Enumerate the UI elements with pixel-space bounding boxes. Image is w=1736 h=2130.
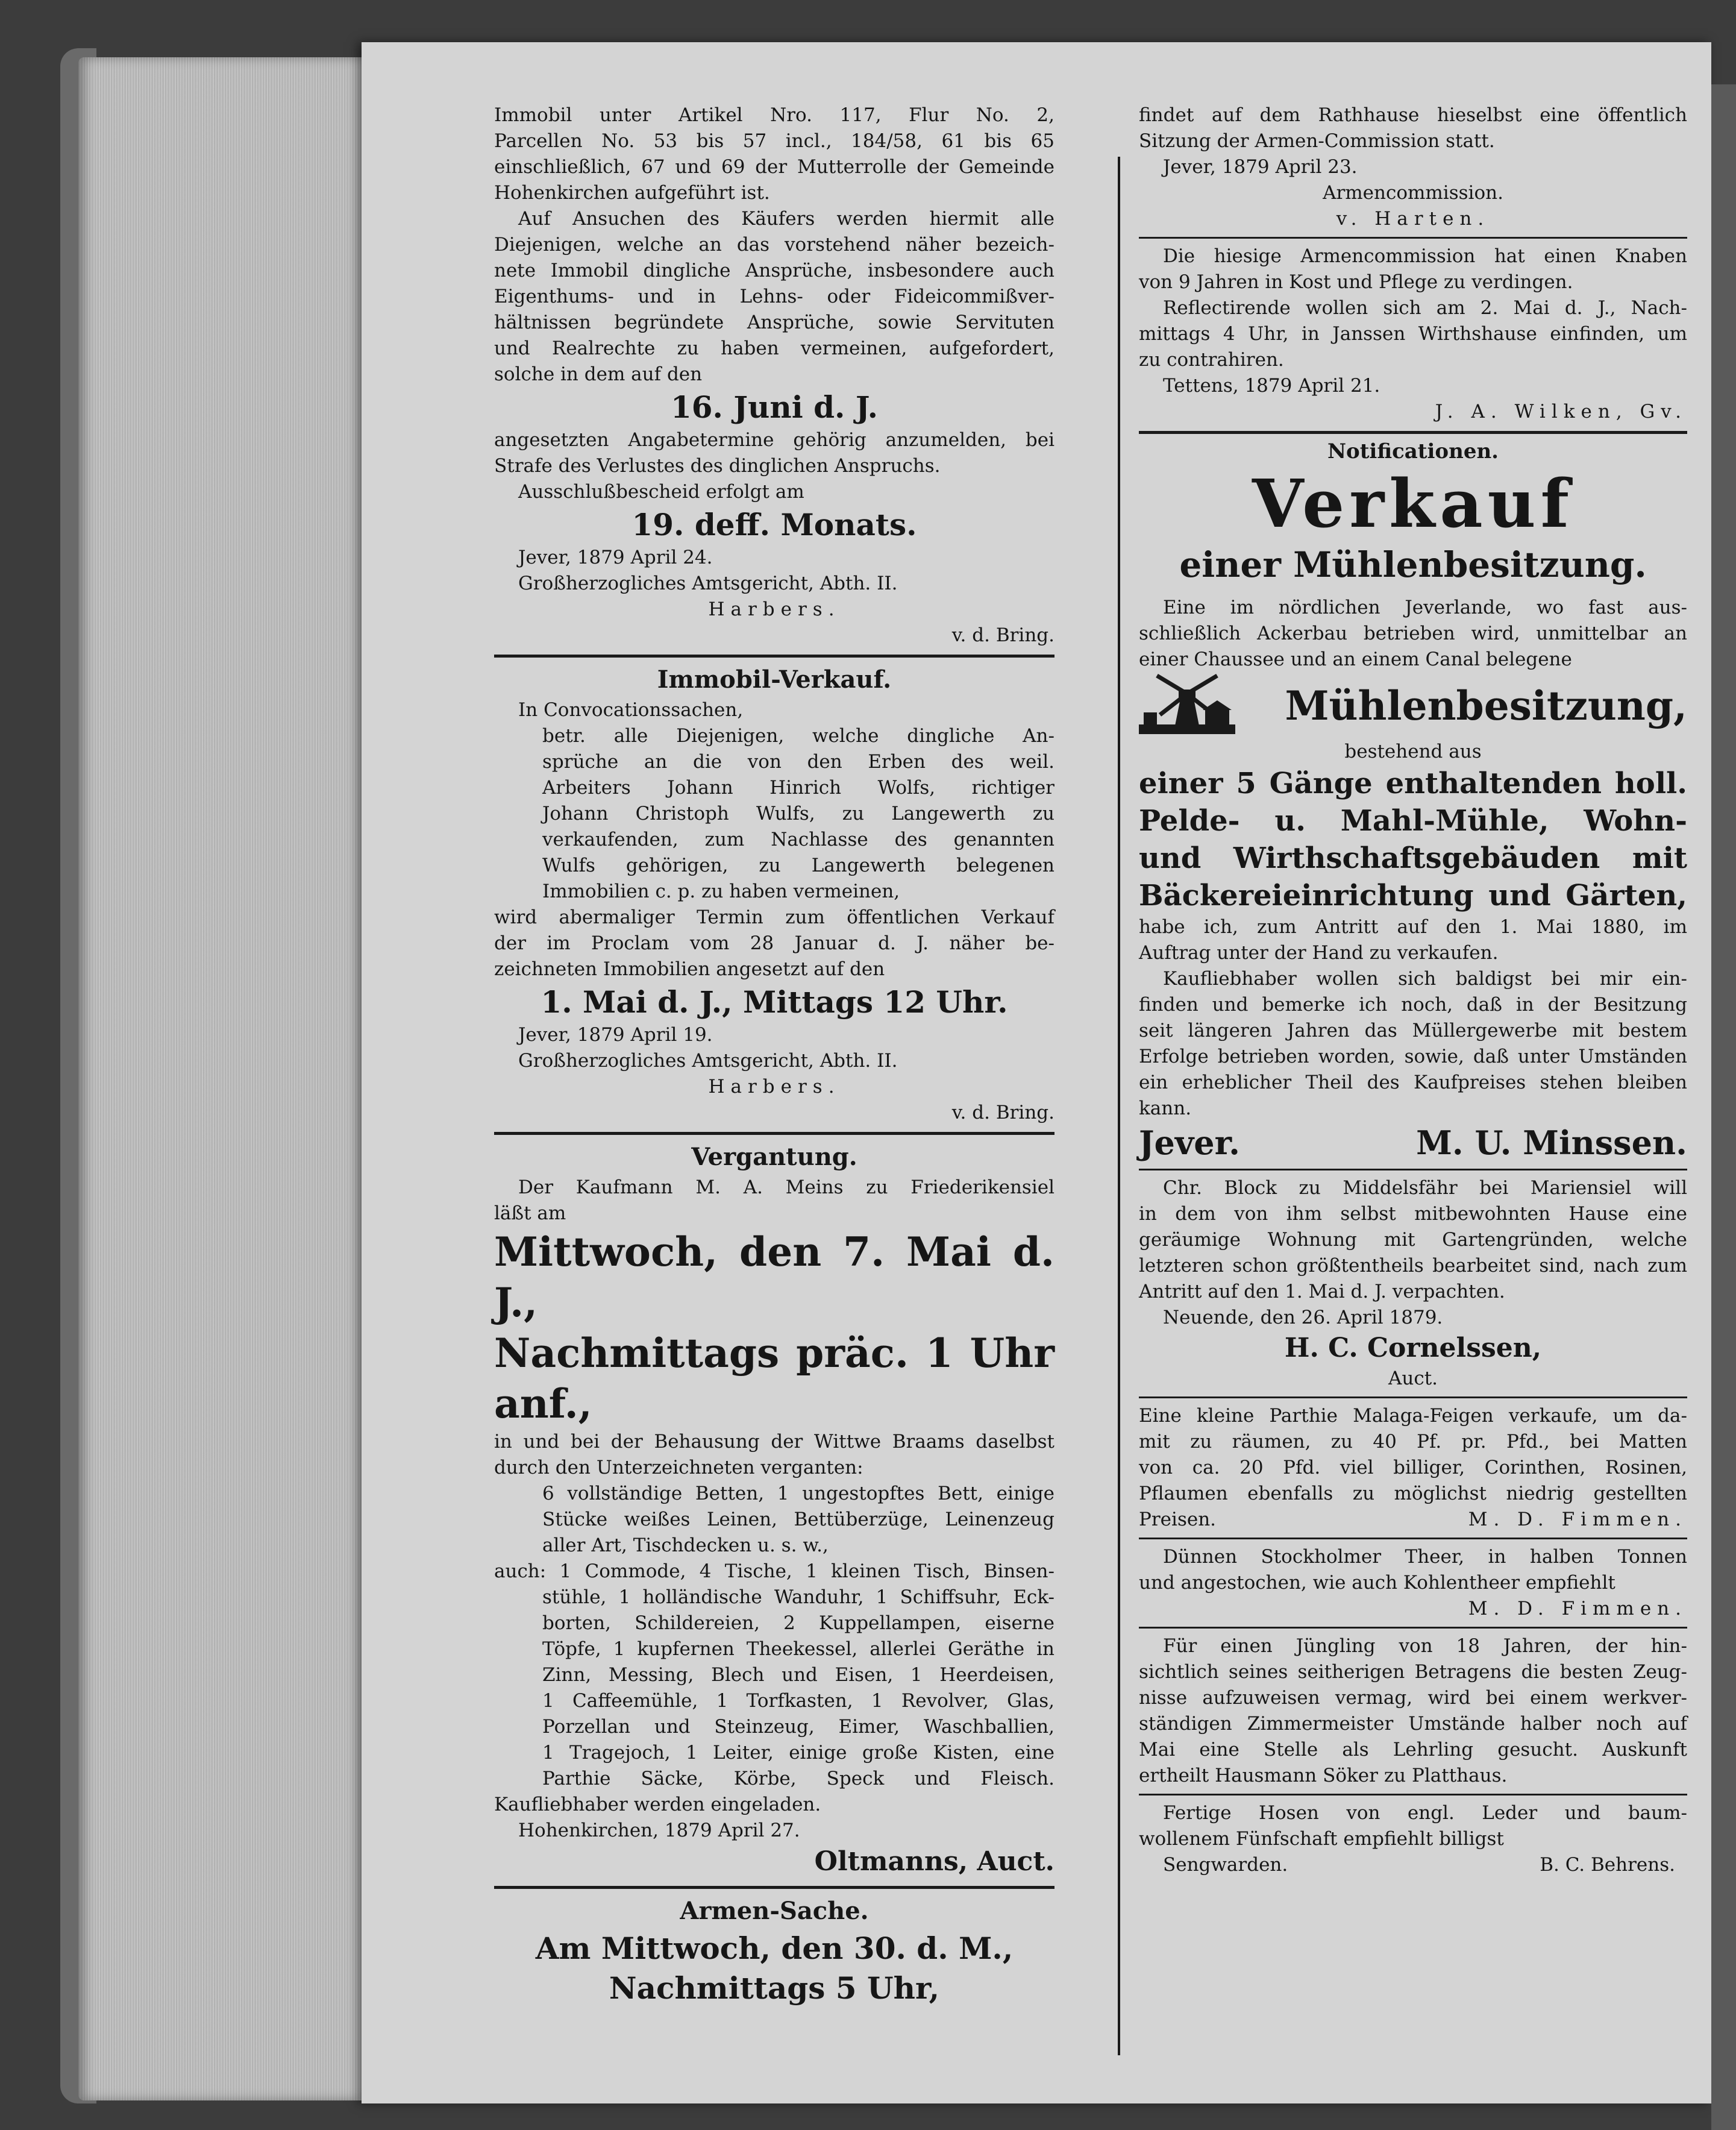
text-line: einschließlich, 67 und 69 der Mutterrolle der Gemeinde	[494, 156, 1054, 178]
text-line: Strafe des Verlustes des dinglichen Anspruchs.	[494, 455, 941, 477]
auction-day: Mittwoch, den 7. Mai d. J.,	[494, 1228, 1054, 1326]
place: Jever.	[1139, 1123, 1240, 1162]
text-line: Chr. Block zu Middelsfähr bei Mariensiel will	[1163, 1177, 1687, 1199]
text-line: in dem von ihm selbst mitbewohnten Hause eine	[1139, 1203, 1687, 1225]
text-line: zeichneten Immobilien angesetzt auf den	[494, 958, 885, 980]
text-line: solche in dem auf den	[494, 363, 703, 385]
text-line: Pflaumen ebenfalls zu möglichst niedrig gestellten	[1139, 1483, 1687, 1504]
text-line: Hohenkirchen aufgeführt ist.	[494, 182, 770, 204]
mill-word: Mühlenbesitzung,	[1285, 682, 1687, 729]
text-line: Johann Christoph Wulfs, zu Langewerth zu	[542, 803, 1054, 825]
sale-date: 1. Mai d. J., Mittags 12 Uhr.	[541, 984, 1008, 1020]
signature: M. U. Minssen.	[1416, 1123, 1687, 1162]
signature: M. D. Fimmen.	[1468, 1509, 1687, 1530]
clerk-signature: v. d. Bring.	[951, 1102, 1054, 1123]
section-rule	[1139, 1794, 1687, 1795]
text-line: und Realrechte zu haben vermeinen, aufgefordert,	[494, 338, 1054, 359]
text-line: Eigenthums- und in Lehns- oder Fideicommißver-	[494, 286, 1054, 307]
text-line: borten, Schildereien, 2 Kuppellampen, eiserne	[542, 1612, 1054, 1634]
text-line: Porzellan und Steinzeug, Eimer, Waschballien,	[542, 1716, 1054, 1738]
boy-placement-notice	[1139, 243, 1687, 425]
text-line: findet auf dem Rathhause hieselbst eine öffentlich	[1139, 104, 1687, 126]
text-line: Mai eine Stelle als Lehrling gesucht. Auskunft	[1139, 1739, 1687, 1761]
text-line: in und bei der Behausung der Wittwe Braams daselbst	[494, 1431, 1054, 1453]
text-line: und angestochen, wie auch Kohlentheer empfiehlt	[1139, 1572, 1615, 1594]
text-line: Sitzung der Armen-Commission statt.	[1139, 130, 1495, 152]
text-line: auch: 1 Commode, 4 Tische, 1 kleinen Tisch, Binsen-	[494, 1560, 1054, 1582]
notice-title: Vergantung.	[691, 1143, 857, 1171]
text-line: In Convocationssachen,	[518, 699, 744, 721]
signature-row	[1139, 1852, 1687, 1878]
page-stack-edge	[78, 57, 374, 2100]
text-line: kann.	[1139, 1098, 1192, 1119]
text-line: Eine kleine Parthie Malaga-Feigen verkaufe, um da-	[1139, 1405, 1687, 1427]
place-date: Jever, 1879 April 19.	[518, 1024, 713, 1046]
meeting-time: Nachmittags 5 Uhr,	[609, 1970, 940, 2006]
organization: Armencommission.	[1323, 182, 1503, 204]
text-line: Kaufliebhaber wollen sich baldigst bei mir ein-	[1163, 968, 1687, 990]
notice-title: Verkauf	[1252, 465, 1574, 542]
text-line: wollenem Fünfschaft empfiehlt billigst	[1139, 1828, 1504, 1850]
text-line: einer Chaussee und an einem Canal belegene	[1139, 649, 1572, 670]
text-line: habe ich, zum Antritt auf den 1. Mai 1880, im	[1139, 916, 1687, 938]
text-line: ständigen Zimmermeister Umstände halber noch auf	[1139, 1713, 1687, 1735]
text-line: der im Proclam vom 28 Januar d. J. näher be-	[494, 932, 1054, 954]
text-line: Stücke weißes Leinen, Bettüberzüge, Leinenzeug	[542, 1509, 1054, 1530]
tar-ad	[1139, 1544, 1687, 1622]
mill-sale-notice	[1139, 439, 1687, 1164]
text-line: sprüche an die von den Erben des weil.	[542, 751, 1054, 773]
signature: B. C. Behrens.	[1540, 1854, 1675, 1876]
text-line: seit längeren Jahren das Müllergewerbe mit bestem	[1139, 1020, 1687, 1041]
text-line: wird abermaliger Termin zum öffentlichen Verkauf	[494, 906, 1054, 928]
section-rule	[1139, 1396, 1687, 1398]
left-column	[494, 102, 1054, 2008]
text-line: verkaufenden, zum Nachlasse des genannten	[542, 829, 1054, 850]
text-line: finden und bemerke ich noch, daß in der Besitzung	[1139, 994, 1687, 1016]
meeting-day: Am Mittwoch, den 30. d. M.,	[535, 1931, 1014, 1966]
text-line: Parcellen No. 53 bis 57 incl., 184/58, 61 bis 65	[494, 130, 1054, 152]
text-line: Preisen.	[1139, 1509, 1217, 1530]
notice-date: 16. Juni d. J.	[670, 389, 879, 425]
mill-feature-line: und Wirthschaftsgebäuden mit	[1139, 841, 1687, 875]
text-line: betr. alle Diejenigen, welche dingliche An-	[542, 725, 1054, 747]
court-name: Großherzogliches Amtsgericht, Abth. II.	[518, 573, 898, 594]
text-line: Der Kaufmann M. A. Meins zu Friederikensiel	[518, 1177, 1054, 1198]
signature: M. D. Fimmen.	[1468, 1598, 1687, 1619]
signature: J. A. Wilken, Gv.	[1435, 401, 1687, 423]
section-rule	[494, 655, 1054, 658]
text-line: Eine im nördlichen Jeverlande, wo fast aus-	[1163, 597, 1687, 618]
court-name: Großherzogliches Amtsgericht, Abth. II.	[518, 1050, 898, 1072]
text-line: letzteren schon größtentheils bearbeitet sind, nach zum	[1139, 1255, 1687, 1277]
text-line: ertheilt Hausmann Söker zu Platthaus.	[1139, 1765, 1508, 1786]
notice-title: Immobil-Verkauf.	[657, 665, 892, 694]
text-line: stühle, 1 holländische Wanduhr, 1 Schiffsuhr, Eck-	[542, 1586, 1054, 1608]
section-rule	[1139, 431, 1687, 434]
auctioneer-signature: Oltmanns, Auct.	[814, 1846, 1054, 1877]
mill-heading-row	[1139, 673, 1687, 739]
text-line: 1 Tragejoch, 1 Leiter, einige große Kisten, eine	[542, 1742, 1054, 1764]
text-line: Diejenigen, welche an das vorstehend näher bezeich-	[494, 234, 1054, 256]
text-line: von ca. 20 Pfd. viel billiger, Corinthen, Rosinen,	[1139, 1457, 1687, 1478]
section-rule	[1139, 1538, 1687, 1539]
text-line: Die hiesige Armencommission hat einen Knaben	[1163, 245, 1687, 267]
lease-notice	[1139, 1175, 1687, 1392]
text-line: hältnissen begründete Ansprüche, sowie Servituten	[494, 312, 1054, 333]
text-line: 1 Caffeemühle, 1 Torfkasten, 1 Revolver, Glas,	[542, 1690, 1054, 1712]
facing-page-edge	[1711, 84, 1736, 2130]
ruling-date: 19. deff. Monats.	[631, 507, 917, 542]
text-line: Auftrag unter der Hand zu verkaufen.	[1139, 942, 1499, 964]
text-line: Antritt auf den 1. Mai d. J. verpachten.	[1139, 1281, 1505, 1302]
section-rule	[1139, 237, 1687, 239]
text-line: Töpfe, 1 kupfernen Theekessel, allerlei Geräthe in	[542, 1638, 1054, 1660]
text-line: mit zu räumen, zu 40 Pf. pr. Pfd., bei Matten	[1139, 1431, 1687, 1453]
text-line: mittags 4 Uhr, in Janssen Wirthshause einfinden, um	[1139, 323, 1687, 345]
mill-feature-line: Bäckereieinrichtung und Gärten,	[1139, 879, 1687, 913]
windmill-icon	[1139, 673, 1235, 739]
text-line: angesetzten Angabetermine gehörig anzumelden, bei	[494, 429, 1054, 451]
text-line: nete Immobil dingliche Ansprüche, insbesondere auch	[494, 260, 1054, 281]
auction-time: Nachmittags präc. 1 Uhr anf.,	[494, 1330, 1054, 1427]
clerk-signature: v. d. Bring.	[951, 624, 1054, 646]
text-line: Auf Ansuchen des Käufers werden hiermit alle	[518, 208, 1054, 230]
text-line: 6 vollständige Betten, 1 ungestopftes Bett, einige	[542, 1483, 1054, 1504]
text-line: Zinn, Messing, Blech und Eisen, 1 Heerdeisen,	[542, 1664, 1054, 1686]
signature: v. Harten.	[1336, 208, 1490, 230]
notice-title: Armen-Sache.	[680, 1897, 869, 1925]
text-line: zu contrahiren.	[1139, 349, 1284, 371]
text-line: Kaufliebhaber werden eingeladen.	[494, 1794, 821, 1815]
mill-signature-row	[1139, 1122, 1687, 1164]
text-line: läßt am	[494, 1202, 566, 1224]
text-line: geräumige Wohnung mit Gartengründen, welche	[1139, 1229, 1687, 1251]
section-rule	[494, 1132, 1054, 1135]
place-date: Tettens, 1879 April 21.	[1163, 375, 1380, 397]
place-date: Jever, 1879 April 23.	[1163, 156, 1358, 178]
text-line: Arbeiters Johann Hinrich Wolfs, richtiger	[542, 777, 1054, 799]
text-line: Immobil unter Artikel Nro. 117, Flur No. 2,	[494, 104, 1054, 126]
text-line: Parthie Säcke, Körbe, Speck und Fleisch.	[542, 1768, 1054, 1789]
auction-notice	[494, 1140, 1054, 1880]
poor-relief-continuation	[1139, 102, 1687, 232]
notice-subtitle: einer Mühlenbesitzung.	[1179, 544, 1647, 585]
text-line: aller Art, Tischdecken u. s. w.,	[542, 1535, 829, 1556]
judge-signature: Harbers.	[708, 1076, 841, 1098]
text-line: Wulfs gehörigen, zu Langewerth belegenen	[542, 855, 1054, 876]
section-heading: Notificationen.	[1327, 439, 1499, 463]
figs-ad	[1139, 1403, 1687, 1533]
text-line: Für einen Jüngling von 18 Jahren, der hin-	[1163, 1635, 1687, 1657]
text-line: nisse aufzuweisen vermag, wird bei einem werkver-	[1139, 1687, 1687, 1709]
section-rule	[1139, 1169, 1687, 1170]
section-rule	[494, 1886, 1054, 1889]
place-date: Neuende, den 26. April 1879.	[1163, 1307, 1443, 1328]
right-column	[1139, 102, 1687, 1878]
text-line: Immobilien c. p. zu haben vermeinen,	[542, 881, 900, 902]
signature: H. C. Cornelssen,	[1284, 1333, 1542, 1363]
mill-feature-line: Pelde- u. Mahl-Mühle, Wohn-	[1139, 804, 1687, 838]
text-line: von 9 Jahren in Kost und Pflege zu verdingen.	[1139, 271, 1573, 293]
text-line: sichtlich seines seitherigen Betragens die besten Zeug-	[1139, 1661, 1687, 1683]
place-date: Jever, 1879 April 24.	[518, 547, 713, 568]
text-line: durch den Unterzeichneten verganten:	[494, 1457, 863, 1478]
trousers-ad	[1139, 1800, 1687, 1878]
section-rule	[1139, 1627, 1687, 1629]
signature-row	[1139, 1507, 1687, 1533]
place-date: Hohenkirchen, 1879 April 27.	[518, 1820, 800, 1841]
immobil-sale-notice	[494, 662, 1054, 1126]
column-divider	[1118, 157, 1120, 2055]
poor-relief-notice	[494, 1894, 1054, 2008]
intro-notice	[494, 102, 1054, 649]
text-line: Dünnen Stockholmer Theer, in halben Tonnen	[1163, 1546, 1687, 1568]
apprentice-ad	[1139, 1633, 1687, 1789]
mill-feature-line: einer 5 Gänge enthaltenden holl.	[1139, 767, 1687, 800]
text-line: schließlich Ackerbau betrieben wird, unmittelbar an	[1139, 623, 1687, 644]
text-line: Ausschlußbescheid erfolgt am	[518, 481, 804, 503]
judge-signature: Harbers.	[708, 598, 841, 620]
text-line: Reflectirende wollen sich am 2. Mai d. J., Nach-	[1163, 297, 1687, 319]
signature-role: Auct.	[1388, 1368, 1438, 1389]
place: Sengwarden.	[1163, 1854, 1288, 1876]
text-line: Erfolge betrieben worden, sowie, daß unter Umständen	[1139, 1046, 1687, 1067]
text-line: Fertige Hosen von engl. Leder und baum-	[1163, 1802, 1687, 1824]
text-line: bestehend aus	[1344, 741, 1482, 762]
text-line: ein erheblicher Theil des Kaufpreises stehen bleiben	[1139, 1072, 1687, 1093]
